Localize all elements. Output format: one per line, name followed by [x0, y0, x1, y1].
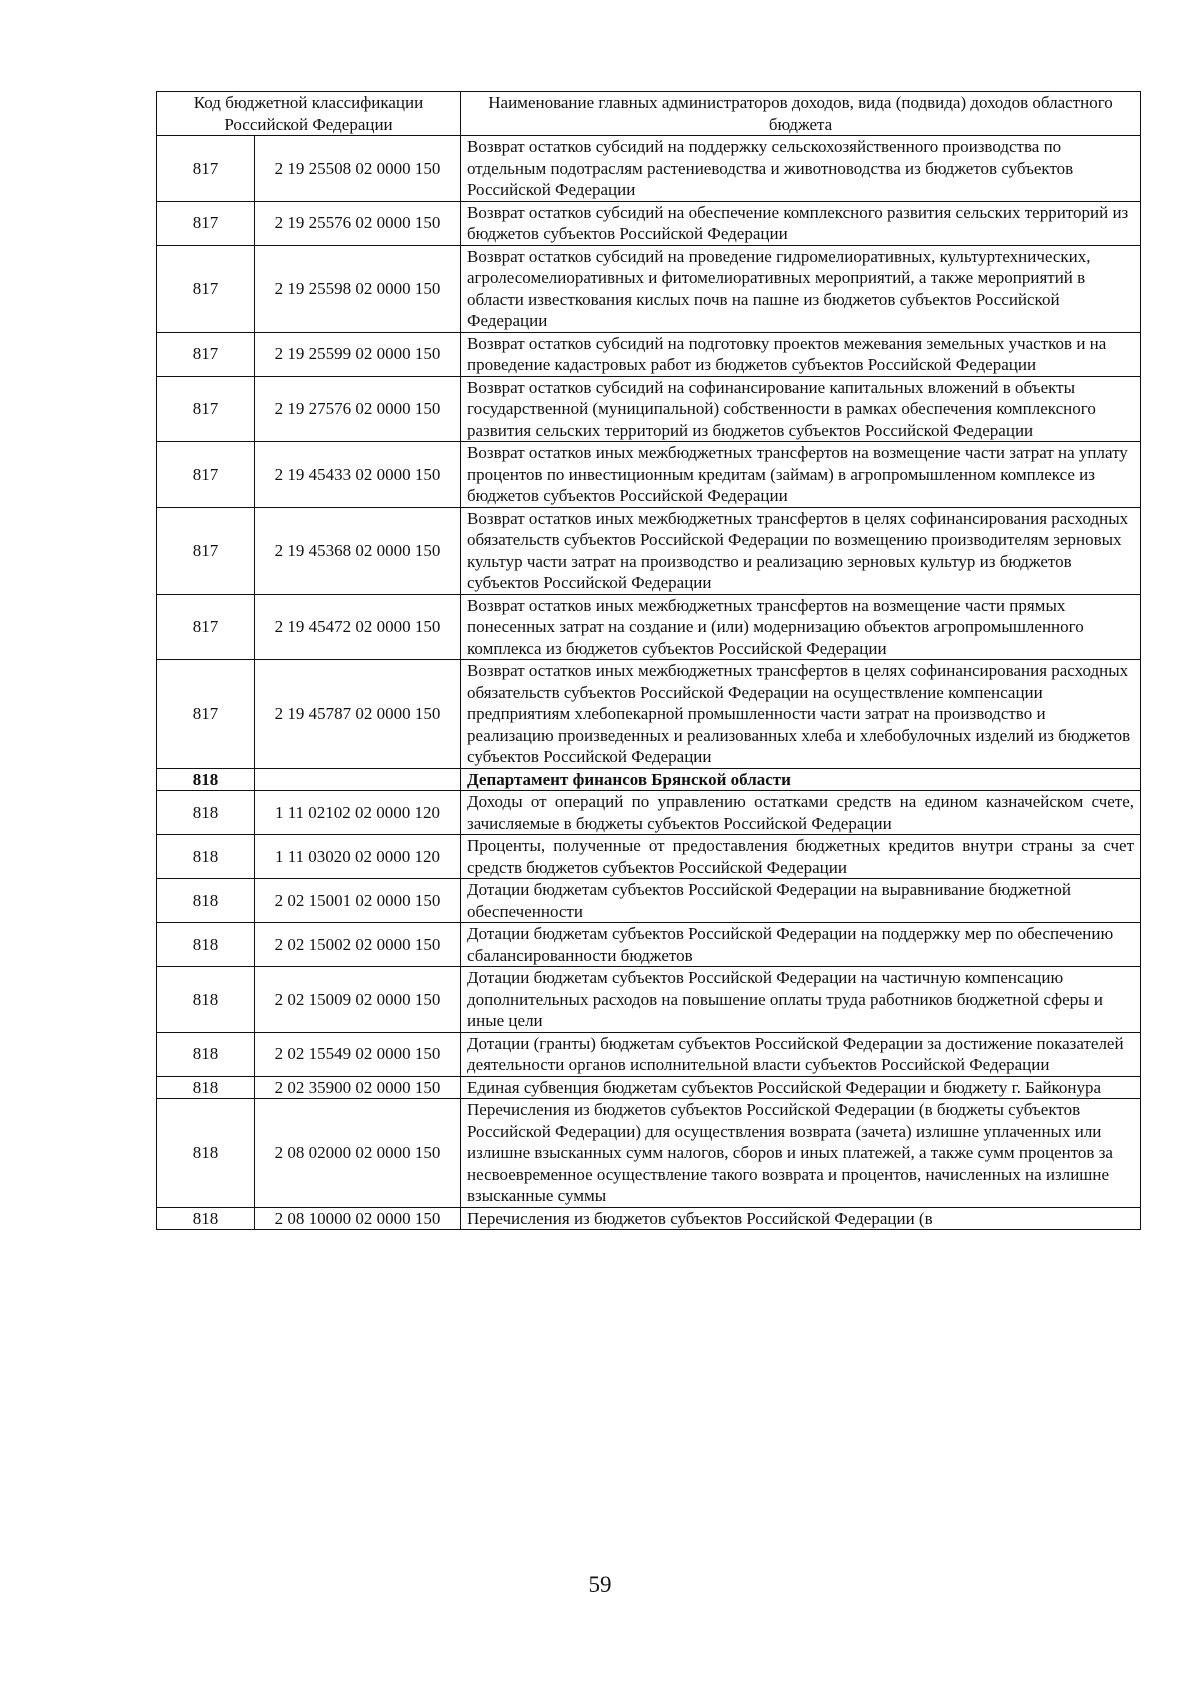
table-row	[157, 442, 1141, 508]
table-row	[157, 967, 1141, 1033]
budget-code-cell: 2 19 45472 02 0000 150	[255, 594, 461, 660]
income-name-cell: Департамент финансов Брянской области	[461, 768, 1141, 791]
income-name-cell: Доходы от операций по управлению остатками средств на едином казначейском счете, зачисляемые в бюджеты субъектов Российской Федерации	[461, 791, 1141, 835]
income-name-cell: Перечисления из бюджетов субъектов Российской Федерации (в бюджеты субъектов Российской Федерации) для осуществления возврата (зачета) излишне уплаченных или излишне взысканных сумм налогов, сборов и иных платежей, а также сумм процентов за несвоевременное осуществление такого возврата и процентов, начисленных на излишне взысканные суммы	[461, 1099, 1141, 1208]
admin-code-cell: 818	[157, 879, 255, 923]
admin-code-cell: 817	[157, 594, 255, 660]
table-row	[157, 376, 1141, 442]
income-name-cell: Возврат остатков субсидий на проведение гидромелиоративных, культуртехнических, агролесомелиоративных и фитомелиоративных мероприятий, а также мероприятий в области известкования кислых почв на пашне из бюджетов субъектов Российской Федерации	[461, 245, 1141, 332]
budget-code-cell: 2 19 27576 02 0000 150	[255, 376, 461, 442]
admin-code-cell: 817	[157, 136, 255, 202]
budget-code-cell: 1 11 03020 02 0000 120	[255, 835, 461, 879]
budget-code-cell: 2 02 15549 02 0000 150	[255, 1032, 461, 1076]
budget-code-cell: 2 19 45368 02 0000 150	[255, 507, 461, 594]
income-name-cell: Возврат остатков иных межбюджетных трансфертов на возмещение части затрат на уплату процентов по инвестиционным кредитам (займам) в агропромышленном комплексе из бюджетов субъектов Российской Федерации	[461, 442, 1141, 508]
table-row	[157, 1032, 1141, 1076]
budget-code-cell: 2 19 25599 02 0000 150	[255, 332, 461, 376]
admin-code-cell: 818	[157, 967, 255, 1033]
admin-code-cell: 817	[157, 660, 255, 769]
budget-code-cell: 2 02 15001 02 0000 150	[255, 879, 461, 923]
budget-code-cell: 2 02 15002 02 0000 150	[255, 923, 461, 967]
budget-code-cell: 2 19 25576 02 0000 150	[255, 201, 461, 245]
income-name-cell: Возврат остатков иных межбюджетных трансфертов в целях софинансирования расходных обязательств субъектов Российской Федерации по возмещению производителям зерновых культур части затрат на производство и реализацию зерновых культур из бюджетов субъектов Российской Федерации	[461, 507, 1141, 594]
income-name-cell: Дотации бюджетам субъектов Российской Федерации на выравнивание бюджетной обеспеченности	[461, 879, 1141, 923]
table-row	[157, 594, 1141, 660]
budget-code-cell: 2 19 45787 02 0000 150	[255, 660, 461, 769]
budget-code-cell: 2 19 45433 02 0000 150	[255, 442, 461, 508]
budget-code-cell: 2 02 15009 02 0000 150	[255, 967, 461, 1033]
table-header-row	[157, 92, 1141, 136]
table-row	[157, 1207, 1141, 1230]
income-name-cell: Проценты, полученные от предоставления бюджетных кредитов внутри страны за счет средств бюджетов субъектов Российской Федерации	[461, 835, 1141, 879]
admin-code-cell: 817	[157, 376, 255, 442]
admin-code-cell: 818	[157, 768, 255, 791]
table-row	[157, 245, 1141, 332]
admin-code-cell: 817	[157, 201, 255, 245]
table-body	[157, 136, 1141, 1230]
table-row	[157, 201, 1141, 245]
admin-code-cell: 818	[157, 1099, 255, 1208]
budget-code-cell: 2 08 02000 02 0000 150	[255, 1099, 461, 1208]
income-name-cell: Возврат остатков субсидий на поддержку сельскохозяйственного производства по отдельным подотраслям растениеводства и животноводства из бюджетов субъектов Российской Федерации	[461, 136, 1141, 202]
income-name-cell: Дотации бюджетам субъектов Российской Федерации на поддержку мер по обеспечению сбалансированности бюджетов	[461, 923, 1141, 967]
table-row	[157, 332, 1141, 376]
header-code-cell: Код бюджетной классификации Российской Федерации	[157, 92, 461, 136]
admin-code-cell: 818	[157, 1207, 255, 1230]
admin-code-cell: 817	[157, 507, 255, 594]
budget-code-cell: 2 02 35900 02 0000 150	[255, 1076, 461, 1099]
admin-code-cell: 818	[157, 1076, 255, 1099]
income-name-cell: Возврат остатков иных межбюджетных трансфертов в целях софинансирования расходных обязательств субъектов Российской Федерации на осуществление компенсации предприятиям хлебопекарной промышленности части затрат на производство и реализацию произведенных и реализованных хлеба и хлебобулочных изделий из бюджетов субъектов Российской Федерации	[461, 660, 1141, 769]
admin-code-cell: 818	[157, 835, 255, 879]
budget-code-cell	[255, 768, 461, 791]
table-row	[157, 923, 1141, 967]
admin-code-cell: 818	[157, 1032, 255, 1076]
income-name-cell: Возврат остатков субсидий на обеспечение комплексного развития сельских территорий из бюджетов субъектов Российской Федерации	[461, 201, 1141, 245]
admin-code-cell: 817	[157, 442, 255, 508]
table-row	[157, 879, 1141, 923]
income-name-cell: Перечисления из бюджетов субъектов Российской Федерации (в	[461, 1207, 1141, 1230]
income-name-cell: Единая субвенция бюджетам субъектов Российской Федерации и бюджету г. Байконура	[461, 1076, 1141, 1099]
table-row	[157, 660, 1141, 769]
table-row	[157, 1099, 1141, 1208]
table-row	[157, 835, 1141, 879]
income-name-cell: Дотации бюджетам субъектов Российской Федерации на частичную компенсацию дополнительных расходов на повышение оплаты труда работников бюджетной сферы и иные цели	[461, 967, 1141, 1033]
table-row	[157, 791, 1141, 835]
admin-code-cell: 818	[157, 791, 255, 835]
budget-code-cell: 1 11 02102 02 0000 120	[255, 791, 461, 835]
page-number: 59	[588, 1572, 612, 1597]
budget-classification-table	[156, 91, 1141, 1230]
income-name-cell: Возврат остатков субсидий на софинансирование капитальных вложений в объекты государственной (муниципальной) собственности в рамках обеспечения комплексного развития сельских территорий из бюджетов субъектов Российской Федерации	[461, 376, 1141, 442]
admin-code-cell: 817	[157, 245, 255, 332]
table-row	[157, 1076, 1141, 1099]
budget-code-cell: 2 19 25598 02 0000 150	[255, 245, 461, 332]
income-name-cell: Возврат остатков субсидий на подготовку проектов межевания земельных участков и на проведение кадастровых работ из бюджетов субъектов Российской Федерации	[461, 332, 1141, 376]
admin-code-cell: 817	[157, 332, 255, 376]
header-name-cell: Наименование главных администраторов доходов, вида (подвида) доходов областного бюджета	[461, 92, 1141, 136]
budget-code-cell: 2 19 25508 02 0000 150	[255, 136, 461, 202]
budget-code-cell: 2 08 10000 02 0000 150	[255, 1207, 461, 1230]
admin-code-cell: 818	[157, 923, 255, 967]
table-row	[157, 136, 1141, 202]
table-row	[157, 768, 1141, 791]
income-name-cell: Возврат остатков иных межбюджетных трансфертов на возмещение части прямых понесенных затрат на создание и (или) модернизацию объектов агропромышленного комплекса из бюджетов субъектов Российской Федерации	[461, 594, 1141, 660]
income-name-cell: Дотации (гранты) бюджетам субъектов Российской Федерации за достижение показателей деятельности органов исполнительной власти субъектов Российской Федерации	[461, 1032, 1141, 1076]
table-row	[157, 507, 1141, 594]
